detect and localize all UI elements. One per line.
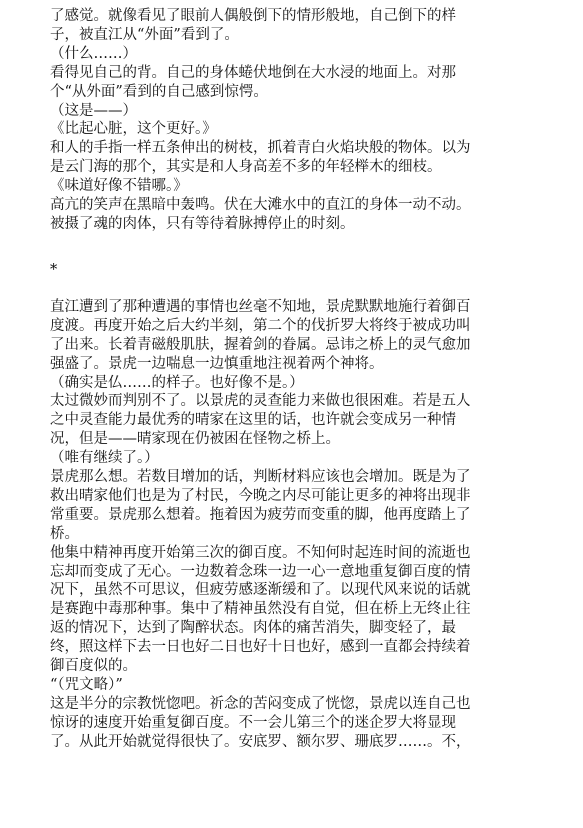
text-line: 《味道好像不错哪。》	[50, 178, 188, 195]
text-line: 了感觉。就像看见了眼前人偶般倒下的情形般地，自己倒下的样	[50, 8, 456, 24]
text-line: （这是——）	[50, 102, 137, 119]
text-line: 忘却而变成了无心。一边数着念珠一边一心一意地重复御百度的情	[50, 563, 471, 580]
text-line: 《比起心脏，这个更好。》	[50, 121, 217, 138]
text-line: 桥。	[50, 525, 79, 542]
text-line: 况下，虽然不可思议，但疲劳感逐渐缓和了。以现代风来说的话就	[50, 582, 471, 599]
spacer	[50, 234, 553, 260]
text-line: 子，被直江从“外面”看到了。	[50, 26, 239, 43]
text-line: 返的情况下，达到了陶醉状态。肉体的痛苦消失，脚变轻了，最	[50, 620, 456, 637]
text-line: 之中灵查能力最优秀的晴家在这里的话，也许就会变成另一种情	[50, 412, 456, 429]
text-line: 他集中精神再度开始第三次的御百度。不知何时起连时间的流逝也	[50, 544, 471, 561]
text-line: 这是半分的宗教恍惚吧。祈念的苦闷变成了恍惚，景虎以连自己也	[50, 695, 471, 712]
text-block-2	[50, 298, 553, 752]
text-line: （确实是仏……的样子。也好像不是。）	[50, 374, 304, 391]
text-line: 被摄了魂的肉体，只有等待着脉搏停止的时刻。	[50, 215, 355, 232]
text-line: 终，照这样下去一日也好二日也好十日也好，感到一直都会持续着	[50, 639, 471, 656]
section-separator: *	[50, 261, 58, 278]
text-line: 景虎那么想。若数目增加的话，判断材料应该也会增加。既是为了	[50, 469, 471, 486]
text-line: “（咒文略）”	[50, 677, 123, 693]
text-line: 高亢的笑声在黑暗中轰鸣。伏在大滩水中的直江的身体一动不动。	[50, 197, 471, 214]
spacer	[50, 280, 553, 298]
text-line: 强盛了。景虎一边喘息一边慎重地注视着两个神将。	[50, 355, 384, 372]
text-line: 况，但是——晴家现在仍被困在怪物之桥上。	[50, 431, 340, 448]
text-line: 看得见自己的背。自己的身体蜷伏地倒在大水浸的地面上。对那	[50, 64, 456, 81]
text-line: 了出来。长着青磁般肌肤，握着剑的眷属。忌讳之桥上的灵气愈加	[50, 336, 471, 353]
text-block-1	[50, 7, 553, 234]
text-line: 常重要。景虎那么想着。拖着因为疲劳而变重的脚，他再度踏上了	[50, 506, 471, 523]
text-line: 个“从外面”看到的自己感到惊愕。	[50, 83, 268, 100]
text-line: 救出晴家他们也是为了村民，今晚之内尽可能让更多的神将出现非	[50, 487, 471, 504]
text-line: 直江遭到了那种遭遇的事情也丝毫不知地，景虎默默地施行着御百	[50, 298, 471, 315]
text-line: 是云门海的那个，其实是和人身高差不多的年轻榉木的细枝。	[50, 159, 442, 176]
text-line: 度渡。再度开始之后大约半刻，第二个的伐折罗大将终于被成功叫	[50, 317, 471, 334]
text-line: 御百度似的。	[50, 658, 137, 675]
text-line: 是赛跑中毒那种事。集中了精神虽然没有自觉，但在桥上无终止往	[50, 601, 471, 618]
text-line: 了。从此开始就觉得很快了。安底罗、额尔罗、珊底罗……。不，	[50, 733, 471, 750]
text-line: 和人的手指一样五条伸出的树枝，抓着青白火焰块般的物体。以为	[50, 140, 471, 157]
text-line: （什么……）	[50, 45, 137, 62]
text-line: 惊讶的速度开始重复御百度。不一会儿第三个的迷企罗大将显现	[50, 714, 456, 731]
text-line: 太过微妙而判别不了。以景虎的灵查能力来做也很困难。若是五人	[50, 393, 471, 410]
text-line: （唯有继续了。）	[50, 450, 159, 467]
